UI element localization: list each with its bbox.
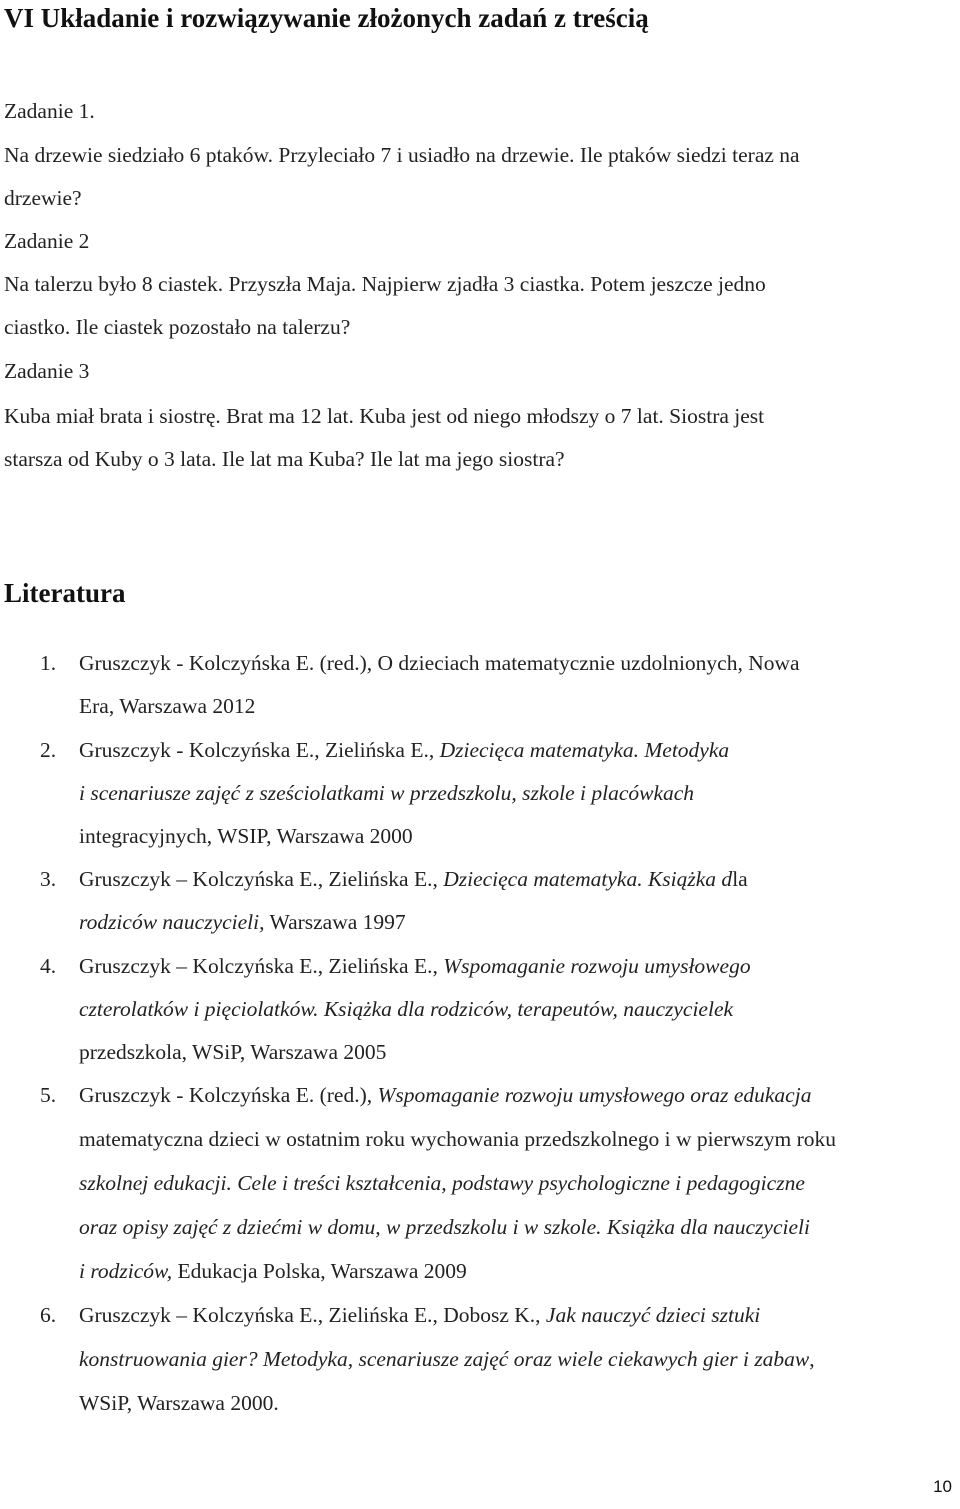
- reference-publisher: WSiP, Warszawa 2000.: [79, 1391, 279, 1415]
- task-3-title: Zadanie 3: [4, 359, 90, 383]
- reference-author: Gruszczyk – Kolczyńska E., Zielińska E.,: [79, 867, 444, 891]
- reference-title-line: matematyczna dzieci w ostatnim roku wychowania przedszkolnego i w pierwszym roku: [79, 1127, 837, 1151]
- reference-line: Gruszczyk - Kolczyńska E. (red.), O dzieciach matematycznie uzdolnionych, Nowa: [79, 651, 800, 675]
- reference-publisher: Edukacja Polska, Warszawa 2009: [172, 1259, 467, 1283]
- reference-author: Gruszczyk – Kolczyńska E., Zielińska E.,: [79, 954, 444, 978]
- task-2-line-1: Na talerzu było 8 ciastek. Przyszła Maja. Najpierw zjadła 3 ciastka. Potem jeszcze jedno: [4, 272, 766, 296]
- reference-author: Gruszczyk - Kolczyńska E. (red.),: [79, 1083, 378, 1107]
- task-1-line-2: drzewie?: [4, 186, 82, 210]
- reference-publisher: przedszkola, WSiP, Warszawa 2005: [79, 1040, 387, 1064]
- reference-title: Dziecięca matematyka. Metodyka: [439, 738, 730, 762]
- reference-number: 4.: [40, 954, 57, 978]
- reference-title: i scenariusze zajęć z sześciolatkami w przedszkolu, szkole i placówkach: [79, 781, 695, 805]
- reference-number: 5.: [40, 1083, 57, 1107]
- reference-title: konstruowania gier? Metodyka, scenariusze zajęć oraz wiele ciekawych gier i zabaw: [79, 1347, 810, 1371]
- reference-number: 3.: [40, 867, 57, 891]
- reference-title: oraz opisy zajęć z dziećmi w domu, w przedszkolu i w szkole. Książka dla nauczycieli: [79, 1215, 810, 1239]
- reference-title-tail: la: [732, 867, 748, 891]
- reference-number: 2.: [40, 738, 57, 762]
- reference-title: rodziców nauczycieli,: [79, 910, 265, 934]
- reference-author: Gruszczyk - Kolczyńska E., Zielińska E.,: [79, 738, 440, 762]
- task-1-title: Zadanie 1.: [4, 99, 95, 123]
- reference-punct: ,: [809, 1347, 815, 1371]
- reference-title: Jak nauczyć dzieci sztuki: [545, 1303, 761, 1327]
- task-1-line-1: Na drzewie siedziało 6 ptaków. Przyleciało 7 i usiadło na drzewie. Ile ptaków siedzi teraz na: [4, 143, 800, 167]
- reference-title: Wspomaganie rozwoju umysłowego oraz edukacja: [377, 1083, 812, 1107]
- reference-title: i rodziców,: [79, 1259, 173, 1283]
- reference-publisher: Warszawa 1997: [264, 910, 406, 934]
- task-3-line-1: Kuba miał brata i siostrę. Brat ma 12 lat. Kuba jest od niego młodszy o 7 lat. Siostra jest: [4, 404, 765, 428]
- reference-author: Gruszczyk – Kolczyńska E., Zielińska E., Dobosz K.,: [79, 1303, 546, 1327]
- section-heading: VI Układanie i rozwiązywanie złożonych zadań z treścią: [4, 3, 649, 33]
- literature-title: Literatura: [4, 578, 126, 608]
- reference-title: szkolnej edukacji. Cele i treści kształcenia, podstawy psychologiczne i pedagogiczne: [79, 1171, 805, 1195]
- reference-title: Dziecięca matematyka. Książka d: [443, 867, 733, 891]
- reference-title: Wspomaganie rozwoju umysłowego: [443, 954, 751, 978]
- task-3-line-2: starsza od Kuby o 3 lata. Ile lat ma Kuba? Ile lat ma jego siostra?: [4, 447, 565, 471]
- reference-number: 1.: [40, 651, 57, 675]
- reference-title: czterolatków i pięciolatków. Książka dla rodziców, terapeutów, nauczycielek: [79, 997, 734, 1021]
- reference-line: Era, Warszawa 2012: [79, 694, 256, 718]
- task-2-title: Zadanie 2: [4, 229, 90, 253]
- reference-publisher: integracyjnych, WSIP, Warszawa 2000: [79, 824, 413, 848]
- reference-number: 6.: [40, 1303, 57, 1327]
- page-number: 10: [933, 1477, 952, 1496]
- task-2-line-2: ciastko. Ile ciastek pozostało na talerzu?: [4, 315, 351, 339]
